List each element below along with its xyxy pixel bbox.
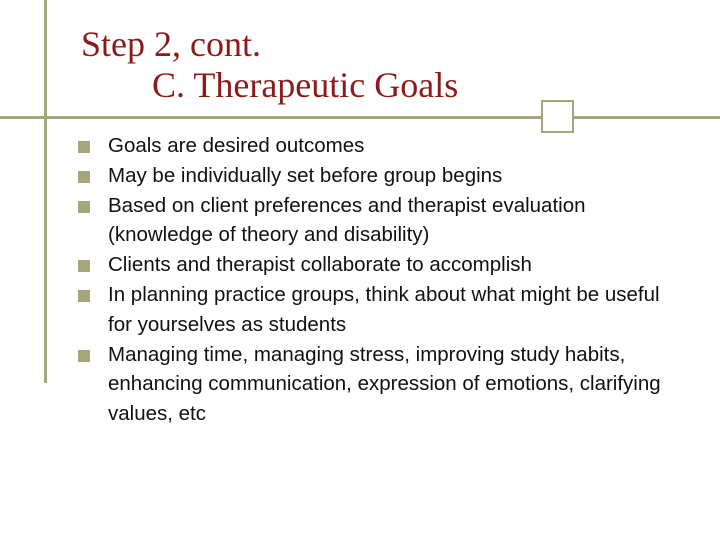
square-bullet-icon: [78, 141, 90, 153]
accent-horizontal-line: [0, 116, 720, 119]
list-item: [78, 191, 688, 251]
bullet-text: May be individually set before group begins: [108, 163, 503, 187]
bullet-text: In planning practice groups, think about what might be useful for yourselves as students: [108, 282, 660, 336]
square-bullet-icon: [78, 350, 90, 362]
bullet-list: [78, 131, 688, 429]
list-item: [78, 280, 688, 340]
square-bullet-icon: [78, 201, 90, 213]
bullet-text: Managing time, managing stress, improving study habits, enhancing communication, expression of emotions, clarifying values, etc: [108, 342, 661, 426]
accent-vertical-bar: [0, 0, 47, 383]
bullet-text: Goals are desired outcomes: [108, 134, 365, 157]
list-item: [78, 161, 688, 191]
bullet-text: Based on client preferences and therapist evaluation (knowledge of theory and disability): [108, 193, 586, 247]
list-item: [78, 250, 688, 280]
square-bullet-icon: [78, 260, 90, 272]
accent-square: [541, 100, 574, 133]
bullet-text: Clients and therapist collaborate to accomplish: [108, 253, 532, 277]
title-line-2: C. Therapeutic Goals: [152, 65, 459, 105]
list-item: [78, 131, 688, 161]
square-bullet-icon: [78, 290, 90, 302]
title-line-1: Step 2, cont.: [81, 24, 261, 64]
list-item: [78, 340, 688, 429]
square-bullet-icon: [78, 171, 90, 183]
slide-title: [81, 24, 458, 106]
